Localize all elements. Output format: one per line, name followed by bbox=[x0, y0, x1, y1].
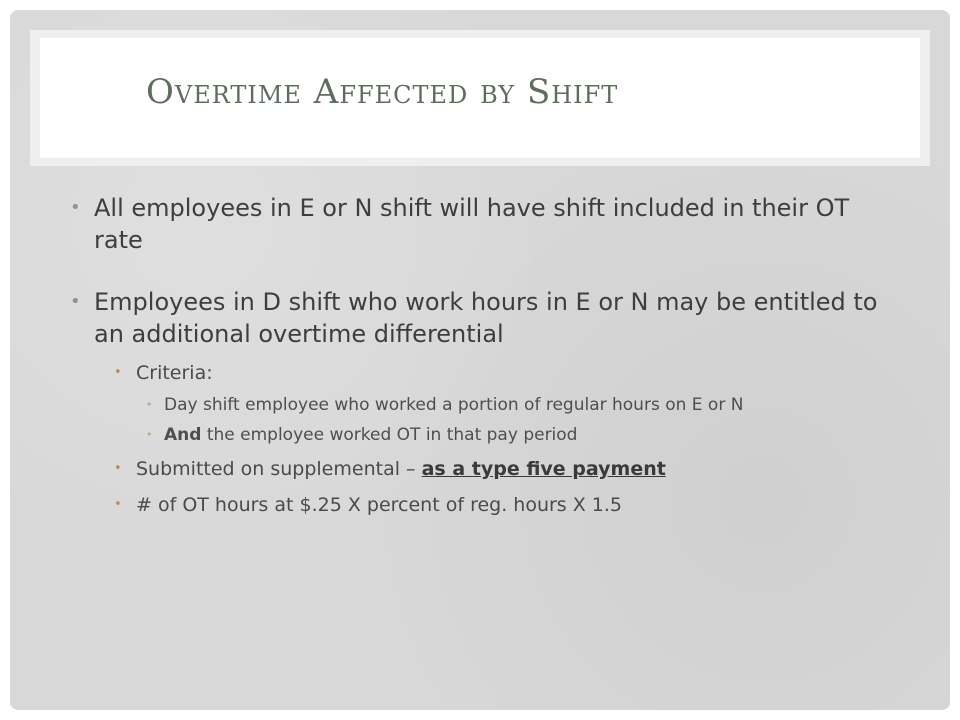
criteria-text: the employee worked OT in that pay period bbox=[201, 425, 578, 445]
slide bbox=[10, 10, 950, 710]
type-five-payment-emphasis: as a type five payment bbox=[421, 458, 666, 480]
criteria-item-worked-ot bbox=[146, 424, 844, 446]
bullet-text: All employees in E or N shift will have shift included in their OT rate bbox=[94, 194, 850, 254]
bullet-shift-included bbox=[70, 192, 890, 256]
sub-bullet-submitted bbox=[114, 456, 890, 482]
criteria-text: Day shift employee who worked a portion of regular hours on E or N bbox=[164, 395, 744, 415]
criteria-item-day-shift bbox=[146, 394, 844, 416]
bullet-day-shift-differential bbox=[70, 286, 890, 350]
bullet-dot-icon: • bbox=[70, 291, 81, 312]
criteria-label: Criteria: bbox=[136, 362, 213, 384]
bullet-dot-icon: • bbox=[146, 398, 153, 411]
sub-bullet-formula bbox=[114, 492, 890, 518]
submitted-prefix: Submitted on supplemental – bbox=[136, 458, 422, 480]
bullet-dot-icon: • bbox=[114, 365, 122, 380]
bullet-dot-icon: • bbox=[70, 197, 81, 218]
slide-content bbox=[70, 192, 890, 518]
formula-text: # of OT hours at $.25 X percent of reg. hours X 1.5 bbox=[136, 494, 623, 516]
bullet-dot-icon: • bbox=[114, 461, 122, 476]
bullet-text: Employees in D shift who work hours in E or N may be entitled to an additional overtime differential bbox=[94, 288, 878, 348]
criteria-bold-word: And bbox=[164, 425, 202, 445]
bullet-dot-icon: • bbox=[146, 428, 153, 441]
bullet-dot-icon: • bbox=[114, 497, 122, 512]
slide-title: Overtime Affected by Shift bbox=[146, 72, 619, 112]
sub-bullet-criteria bbox=[114, 360, 890, 386]
